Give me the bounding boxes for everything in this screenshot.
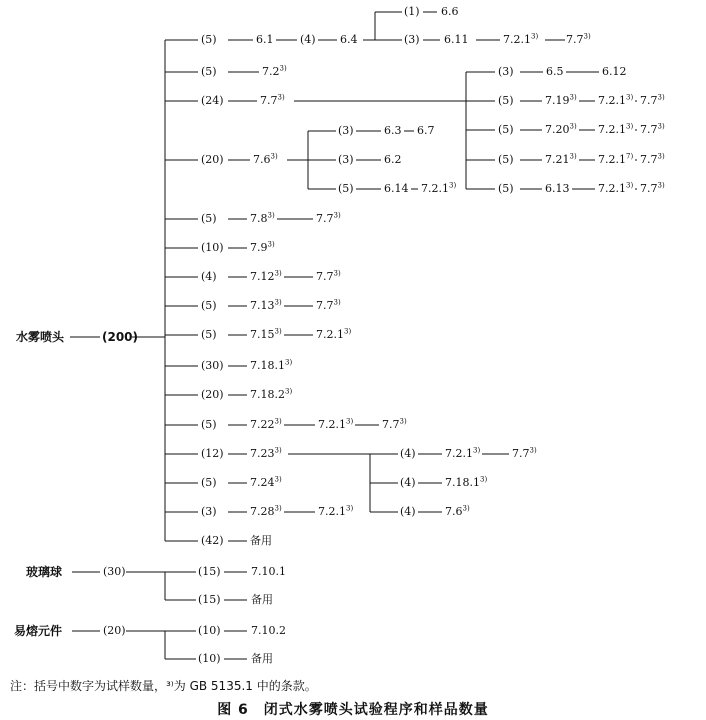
test-clause: 7.8$^{3)}$: [250, 211, 275, 225]
test-clause: 7.19$^{3)}$: [545, 93, 577, 107]
test-clause: 7.2.1$^{3)}$: [318, 417, 354, 431]
test-clause: 7.18.2$^{3)}$: [250, 387, 293, 401]
test-clause: 6.6: [441, 5, 459, 18]
connector-lines: [70, 12, 637, 659]
branch-qty: (20): [201, 388, 224, 401]
figure-caption: 图 6 闭式水雾喷头试验程序和样品数量: [217, 702, 489, 718]
test-clause: 7.2.1$^{3)}$: [503, 32, 539, 46]
sub-qty: (3): [338, 153, 354, 166]
sub-qty: (4): [400, 505, 416, 518]
test-clause: 7.2.1$^{3)}$: [598, 93, 634, 107]
branch-qty: (12): [201, 447, 224, 460]
root-label-glass-bulb: 玻璃球: [26, 565, 63, 579]
test-clause: 7.10.2: [251, 624, 286, 637]
test-clause: 备用: [251, 593, 273, 606]
root-qty: (30): [103, 565, 126, 578]
root-label-water-spray: 水雾喷头: [16, 330, 65, 344]
test-clause: 7.21$^{3)}$: [545, 152, 577, 166]
test-clause: (4): [300, 33, 316, 46]
test-clause: 7.7$^{3)}$: [640, 152, 665, 166]
branch-qty: (15): [198, 593, 221, 606]
test-clause: 6.7: [417, 124, 435, 137]
test-clause: 备用: [251, 652, 273, 665]
test-clause: 7.10.1: [251, 565, 286, 578]
sub-qty: (5): [498, 153, 514, 166]
test-clause: 7.2.1$^{3)}$: [598, 122, 634, 136]
sub-qty: (5): [498, 123, 514, 136]
sub-qty: (3): [338, 124, 354, 137]
sub-qty: (4): [400, 476, 416, 489]
test-clause: 备用: [250, 534, 272, 547]
branch-qty: (5): [201, 33, 217, 46]
sub-qty: (1): [404, 5, 420, 18]
test-clause: 7.6$^{3)}$: [445, 504, 470, 518]
test-clause: 7.22$^{3)}$: [250, 417, 282, 431]
test-clause: 7.7$^{3)}$: [316, 269, 341, 283]
test-clause: 7.2$^{3)}$: [262, 64, 287, 78]
root-qty: (20): [103, 624, 126, 637]
root-label-fusible: 易熔元件: [14, 624, 63, 638]
branch-qty: (10): [198, 624, 221, 637]
branch-qty: (5): [201, 212, 217, 225]
test-clause: 7.9$^{3)}$: [250, 240, 275, 254]
test-clause: 7.2.1$^{3)}$: [598, 181, 634, 195]
test-clause: 6.3: [384, 124, 402, 137]
branch-qty: (5): [201, 299, 217, 312]
test-clause: 7.2.1$^{3)}$: [421, 181, 457, 195]
test-clause: 7.7$^{3)}$: [260, 93, 285, 107]
test-clause: 7.18.1$^{3)}$: [445, 475, 488, 489]
test-clause: 7.7$^{3)}$: [316, 298, 341, 312]
test-clause: 7.7$^{3)}$: [640, 93, 665, 107]
branch-qty: (10): [198, 652, 221, 665]
sub-qty: (5): [498, 182, 514, 195]
test-clause: 7.2.1$^{7)}$: [598, 152, 634, 166]
test-clause: 7.7$^{3)}$: [382, 417, 407, 431]
test-clause: 7.12$^{3)}$: [250, 269, 282, 283]
test-clause: 6.1: [256, 33, 274, 46]
root-qty: (200): [102, 330, 139, 344]
test-clause: 6.11: [444, 33, 469, 46]
test-clause: 7.7$^{3)}$: [512, 446, 537, 460]
sub-qty: (3): [498, 65, 514, 78]
test-clause: 7.7$^{3)}$: [566, 32, 591, 46]
test-clause: 6.12: [602, 65, 627, 78]
branch-qty: (5): [201, 418, 217, 431]
test-clause: 7.6$^{3)}$: [253, 152, 278, 166]
test-clause: 7.2.1$^{3)}$: [316, 327, 352, 341]
branch-qty: (10): [201, 241, 224, 254]
sub-qty: (5): [338, 182, 354, 195]
sub-qty: (4): [400, 447, 416, 460]
test-clause: 6.14: [384, 182, 409, 195]
test-clause: 7.7$^{3)}$: [640, 122, 665, 136]
sub-qty: (3): [404, 33, 420, 46]
branch-qty: (5): [201, 65, 217, 78]
branch-qty: (30): [201, 359, 224, 372]
test-clause: 7.24$^{3)}$: [250, 475, 282, 489]
test-clause: 7.20$^{3)}$: [545, 122, 577, 136]
test-clause: 7.7$^{3)}$: [640, 181, 665, 195]
test-clause: 7.7$^{3)}$: [316, 211, 341, 225]
test-clause: 6.4: [340, 33, 358, 46]
branch-qty: (5): [201, 476, 217, 489]
test-clause: 6.2: [384, 153, 402, 166]
branch-qty: (4): [201, 270, 217, 283]
branch-qty: (20): [201, 153, 224, 166]
branch-qty: (42): [201, 534, 224, 547]
footnote: 注：括号中数字为试样数量，³⁾为 GB 5135.1 中的条款。: [10, 679, 317, 693]
test-clause: 7.15$^{3)}$: [250, 327, 282, 341]
test-clause: 6.13: [545, 182, 570, 195]
branch-qty: (3): [201, 505, 217, 518]
test-clause: 7.2.1$^{3)}$: [445, 446, 481, 460]
branch-qty: (24): [201, 94, 224, 107]
test-clause: 7.13$^{3)}$: [250, 298, 282, 312]
test-clause: 6.5: [546, 65, 564, 78]
branch-qty: (5): [201, 328, 217, 341]
test-clause: 7.23$^{3)}$: [250, 446, 282, 460]
sub-qty: (5): [498, 94, 514, 107]
test-clause: 7.2.1$^{3)}$: [318, 504, 354, 518]
test-clause: 7.28$^{3)}$: [250, 504, 282, 518]
test-clause: 7.18.1$^{3)}$: [250, 358, 293, 372]
branch-qty: (15): [198, 565, 221, 578]
